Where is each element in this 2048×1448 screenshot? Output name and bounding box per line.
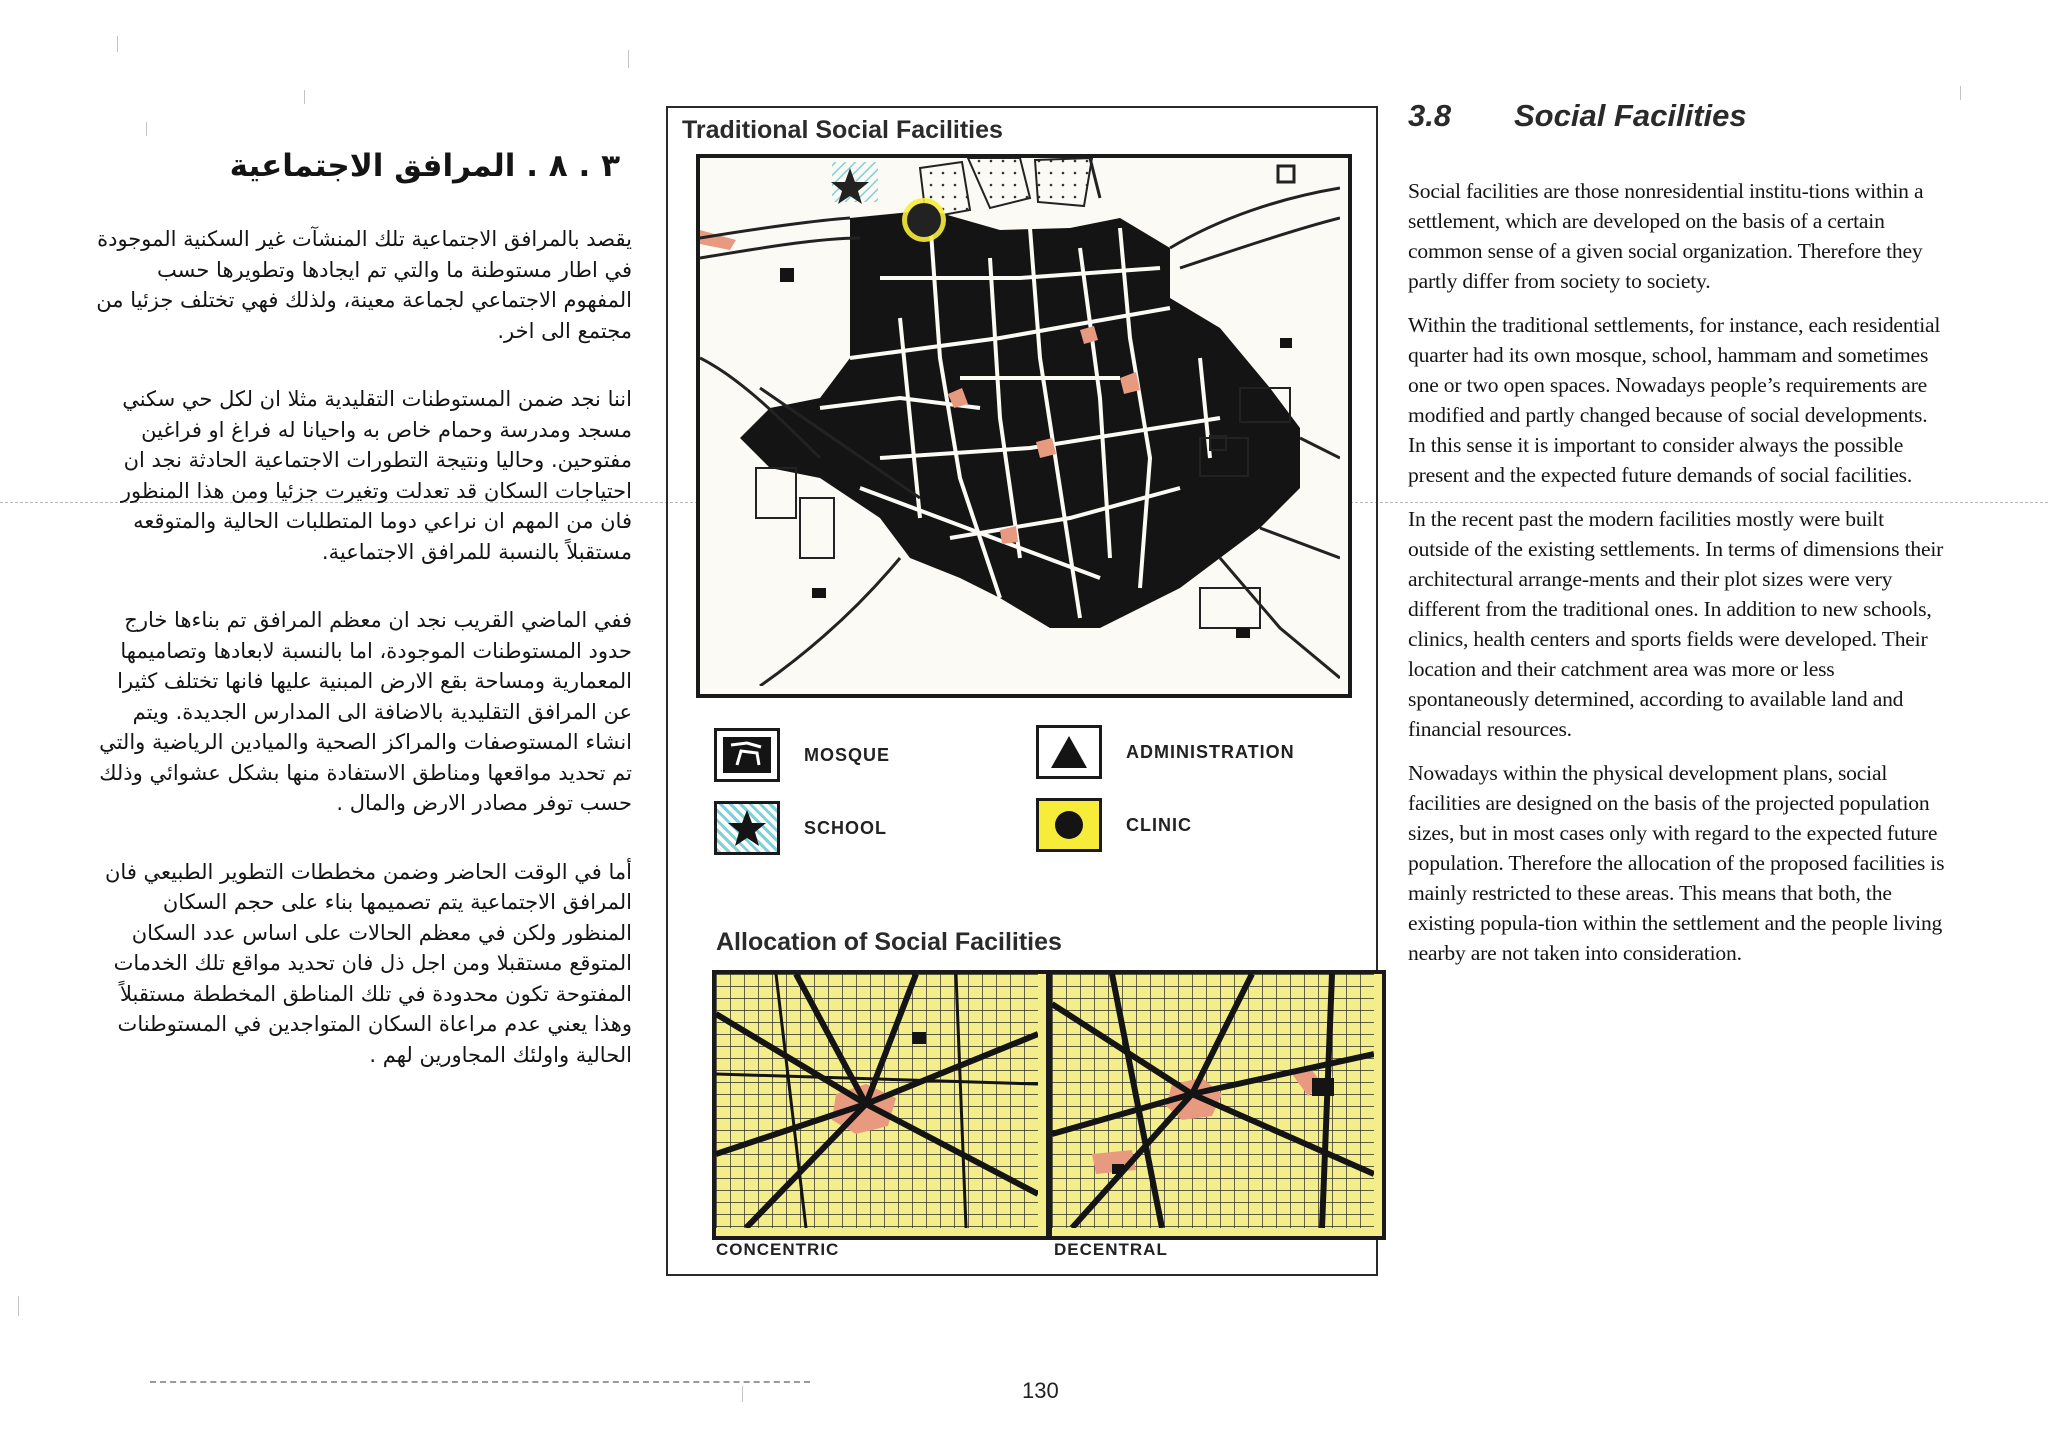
scan-mark (304, 90, 305, 104)
scan-mark (628, 50, 629, 68)
triangle-icon (1036, 725, 1102, 779)
figure-title: Traditional Social Facilities (682, 116, 1003, 144)
arabic-paragraph: اننا نجد ضمن المستوطنات التقليدية مثلا ان لكل حي سكني مسجد ومدرسة وحمام خاص به واحيانا له فراغ او فراغين مفتوحين. وحاليا ونتيجة التطورات الاجتماعية الحادثة نجد ان احتياجات السكان قد تعدلت وتغيرت جزئيا ومن هذا المنظور فان من المهم ان نراعي دوما المتطلبات الحالية والمتوقعه مستقبلاً بالنسبة للمرافق الاجتماعية. (120, 387, 632, 564)
scan-mark (18, 1296, 19, 1316)
arabic-heading: ٣ . ٨ . المرافق الاجتماعية (229, 148, 620, 184)
decentral-caption: DECENTRAL (1054, 1240, 1168, 1259)
section-heading (1408, 98, 1948, 134)
legend-label: ADMINISTRATION (1126, 742, 1295, 762)
legend-label: SCHOOL (804, 818, 888, 838)
scan-mark (146, 122, 147, 136)
concentric-map-drawing (716, 974, 1038, 1228)
english-paragraph: In the recent past the modern facilities mostly were built outside of the existing settlements. In terms of dimensions their architectural arrange-ments and their plot sizes were very different from the traditional ones. In addition to new schools, clinics, health centers and sports fields were developed. Their location and their catchment area was more or less spontaneously determined, according to available land and financial resources. (1408, 507, 1944, 741)
settlement-map-drawing (700, 158, 1340, 686)
section-number: 3.8 (1408, 98, 1452, 133)
concentric-caption: CONCENTRIC (716, 1240, 840, 1259)
scan-mark (117, 36, 118, 52)
english-paragraph: Nowadays within the physical development plans, social facilities are designed on the basis of the projected population sizes, but in most cases only with regard to the expected future population. Therefore the allocation of the proposed facilities is mainly restricted to these areas. This means that both, the existing popula-tion within the settlement and the people living nearby are not taken into consideration. (1408, 761, 1945, 965)
circle-icon (1036, 798, 1102, 852)
arabic-paragraph: يقصد بالمرافق الاجتماعية تلك المنشآت غير السكنية الموجودة في اطار مستوطنة ما والتي تم ايجادها وتطويرها حسب المفهوم الاجتماعي لجماعة معينة، ولذلك فهي تختلف جزئيا من مجتمع الى اخر. (96, 227, 632, 343)
figure-box (666, 106, 1378, 1276)
arabic-paragraph: أما في الوقت الحاضر وضمن مخططات التطوير الطبيعي فان المرافق الاجتماعية يتم تصميمها بناء على حجم السكان المنظور ولكن في معظم الحالات على اساس عدد السكان المتوقع مستقبلا ومن اجل ذل فان تحديد مواقع تلك الخدمات المفتوحة تكون محدودة في تلك المناطق المخططة مستقبلاً وهذا يعني عدم مراعاة السكان المتواجدين في المستوطنات الحالية واولئك المجاورين لهم . (105, 859, 632, 1067)
star-icon (714, 801, 780, 855)
decentral-map (1048, 970, 1386, 1240)
english-column (1408, 98, 1948, 982)
arabic-paragraph: ففي الماضي القريب نجد ان معظم المرافق تم بناءها خارج حدود المستوطنات الموجودة، اما بالنسبة لابعادها وتصاميمها المعمارية ومساحة بقع الارض المبنية عليها فانها تختلف كثيرا عن المرافق التقليدية بالاضافة الى المدارس الجديدة. ويتم انشاء المستوصفات والمراكز الصحية والميادين الرياضية والتي تم تحديد مواقعها ومناطق الاستفادة منها بشكل عشوائي وذلك حسب توفر مصادر الارض والمال . (99, 608, 632, 815)
legend-label: MOSQUE (804, 745, 891, 765)
decentral-map-drawing (1052, 974, 1374, 1228)
traditional-settlement-map (696, 154, 1352, 698)
scan-mark (1960, 86, 1961, 100)
concentric-map (712, 970, 1050, 1240)
arabic-column (92, 148, 632, 1108)
allocation-title: Allocation of Social Facilities (716, 928, 1062, 956)
english-paragraph: Within the traditional settlements, for instance, each residential quarter had its own mosque, school, hammam and sometimes one or two open spaces. Nowadays people’s requirements are modified and partly changed because of social developments. In this sense it is important to consider always the possible present and the expected future demands of social facilities. (1408, 313, 1941, 487)
scan-mark (742, 1386, 743, 1402)
english-paragraph: Social facilities are those nonresidential institu-tions within a settlement, which are developed on the basis of a certain common sense of a given social organization. Therefore they partly differ from society to society. (1408, 179, 1924, 293)
legend-label: CLINIC (1126, 815, 1192, 835)
scan-rule (150, 1381, 810, 1383)
section-title: Social Facilities (1514, 98, 1747, 133)
page-number: 130 (1022, 1378, 1059, 1403)
mosque-icon (714, 728, 780, 782)
